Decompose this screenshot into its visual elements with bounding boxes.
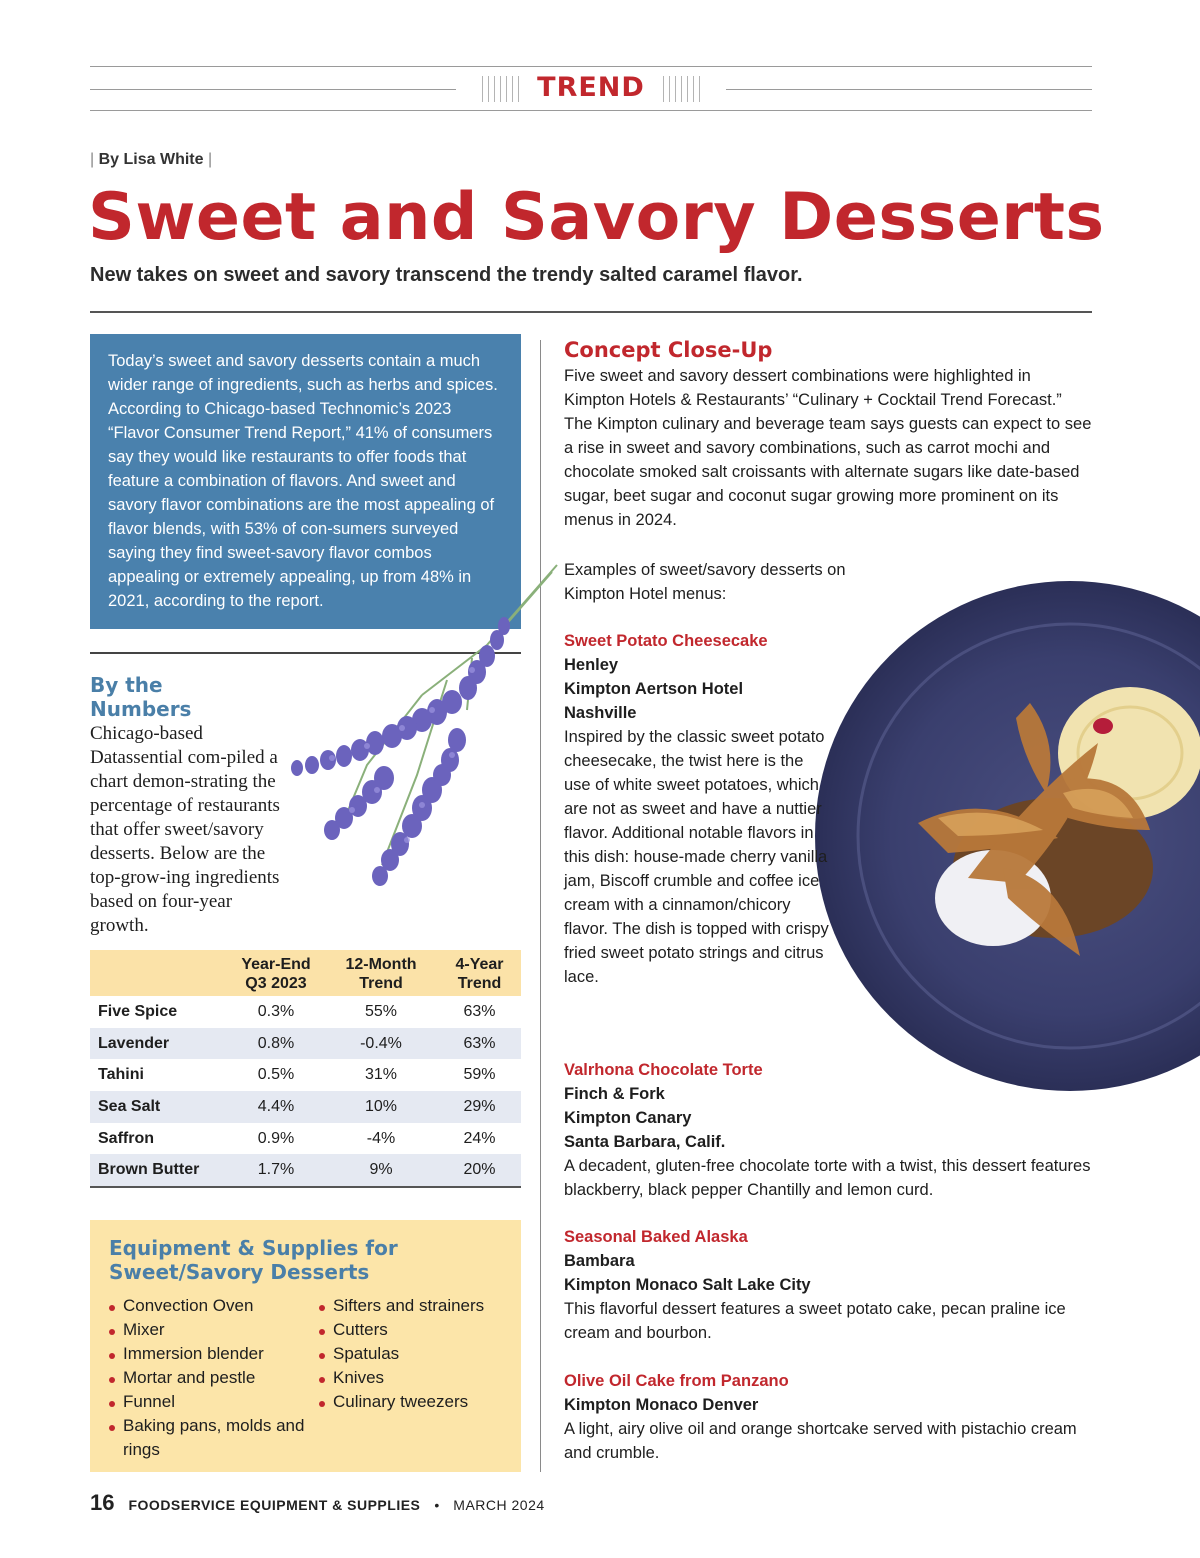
row-12month: 31% bbox=[364, 1066, 398, 1084]
dish-restaurant: Bambara bbox=[564, 1252, 635, 1270]
table-header-12month-line2: Trend bbox=[359, 975, 403, 992]
by-numbers-title: By the Numbers bbox=[90, 673, 192, 721]
dish-sweet-potato-cheesecake bbox=[564, 629, 834, 989]
lavender-image bbox=[272, 560, 562, 900]
row-ingredient: Lavender bbox=[98, 1034, 170, 1052]
dish-name: Sweet Potato Cheesecake bbox=[564, 632, 768, 650]
list-item: Knives bbox=[318, 1366, 518, 1390]
dish-hotel: Kimpton Canary bbox=[564, 1109, 692, 1127]
concept-title: Concept Close-Up bbox=[564, 338, 773, 362]
table-header-q3-line1: Year-End bbox=[241, 956, 311, 973]
dish-hotel: Kimpton Monaco Salt Lake City bbox=[564, 1276, 811, 1294]
byline-author: By Lisa White bbox=[98, 151, 204, 168]
publication-name: FOODSERVICE EQUIPMENT & SUPPLIES bbox=[128, 1497, 421, 1513]
table-header-blank bbox=[90, 950, 228, 996]
dish-hotel: Kimpton Monaco Denver bbox=[564, 1396, 759, 1414]
table-header-4year bbox=[438, 950, 521, 996]
examples-intro: Examples of sweet/savory desserts on Kimpton Hotel menus: bbox=[564, 561, 846, 603]
by-numbers-text: Chicago-based Datassential com-piled a chart demon-strating the percentage of restaurants that offer sweet/savory desserts. Below are the top-grow-ing ingredients based on four-year growth. bbox=[90, 723, 280, 936]
table-header bbox=[90, 950, 521, 996]
dish-olive-oil-cake bbox=[564, 1369, 1092, 1465]
dish-city: Santa Barbara, Calif. bbox=[564, 1133, 726, 1151]
header-mid-rule-right bbox=[726, 89, 1092, 90]
equipment-title: Equipment & Supplies for Sweet/Savory Desserts bbox=[109, 1236, 398, 1284]
column-divider bbox=[540, 340, 541, 1472]
row-ingredient: Brown Butter bbox=[98, 1161, 200, 1179]
header-mid-rule-left bbox=[90, 89, 456, 90]
footer-separator: • bbox=[434, 1497, 440, 1513]
row-q3: 4.4% bbox=[257, 1097, 295, 1115]
dish-description: Inspired by the classic sweet potato cheesecake, the twist here is the use of white sweet potatoes, which are not as sweet and have a nuttier flavor. Additional notable flavors in this dish: house-made cherry vanilla jam, Biscoff crumble and coffee ice cream with a cinnamon/chicory flavor. The dish is topped with crispy fried sweet potato strings and citrus lace. bbox=[564, 728, 829, 986]
table-header-4year-line2: Trend bbox=[457, 975, 502, 992]
article-dek: New takes on sweet and savory transcend the trendy salted caramel flavor. bbox=[90, 264, 803, 286]
dish-name: Valrhona Chocolate Torte bbox=[564, 1061, 763, 1079]
list-item: Funnel bbox=[108, 1390, 308, 1414]
byline: | By Lisa White | bbox=[90, 151, 213, 168]
header-bottom-rule bbox=[90, 110, 1092, 111]
table-header-q3-line2: Q3 2023 bbox=[245, 975, 307, 992]
equipment-list-left bbox=[108, 1294, 308, 1462]
dessert-plate-image bbox=[798, 568, 1200, 1108]
header-top-rule bbox=[90, 66, 1092, 67]
table-header-4year-line1: 4-Year bbox=[455, 956, 504, 973]
row-q3: 1.7% bbox=[257, 1161, 295, 1179]
row-ingredient: Five Spice bbox=[98, 1002, 178, 1020]
list-item: Mortar and pestle bbox=[108, 1366, 308, 1390]
row-12month: 55% bbox=[364, 1002, 398, 1020]
article-title: Sweet and Savory Desserts bbox=[88, 180, 1105, 255]
list-item: Sifters and strainers bbox=[318, 1294, 518, 1318]
row-q3: 0.3% bbox=[257, 1002, 295, 1020]
row-ingredient: Tahini bbox=[98, 1066, 144, 1084]
table-row bbox=[90, 1059, 521, 1091]
list-item: Convection Oven bbox=[108, 1294, 308, 1318]
dish-description: A decadent, gluten-free chocolate torte with a twist, this dessert features blackberry, black pepper Chantilly and lemon curd. bbox=[564, 1157, 1091, 1199]
dish-description: A light, airy olive oil and orange shortcake served with pistachio cream and crumble. bbox=[564, 1420, 1077, 1462]
table-header-q3 bbox=[228, 950, 324, 996]
row-12month: -0.4% bbox=[360, 1034, 402, 1052]
dish-restaurant: Finch & Fork bbox=[564, 1085, 665, 1103]
header-hatch-left bbox=[482, 76, 520, 102]
list-item: Mixer bbox=[108, 1318, 308, 1342]
table-row bbox=[90, 1123, 521, 1155]
dish-hotel: Kimpton Aertson Hotel bbox=[564, 680, 744, 698]
row-q3: 0.9% bbox=[257, 1129, 295, 1147]
page-number: 16 bbox=[90, 1490, 115, 1515]
list-item: Spatulas bbox=[318, 1342, 518, 1366]
table-bottom-rule bbox=[90, 1186, 521, 1188]
list-item: Baking pans, molds and rings bbox=[108, 1414, 308, 1462]
row-4year: 20% bbox=[463, 1161, 496, 1179]
row-12month: -4% bbox=[366, 1129, 396, 1147]
concept-body: Five sweet and savory dessert combinations were highlighted in Kimpton Hotels & Restaurants’ “Culinary + Cocktail Trend Forecast.” The Kimpton culinary and beverage team says guests can expect to see a rise in sweet and savory combinations, such as carrot mochi and chocolate smoked salt croissants with alternate sugars like date-based sugar, beet sugar and coconut sugar growing more prominent on its menus in 2024. bbox=[564, 367, 1092, 529]
dek-divider bbox=[90, 311, 1092, 313]
row-4year: 63% bbox=[463, 1002, 496, 1020]
table-row bbox=[90, 1028, 521, 1060]
row-ingredient: Saffron bbox=[98, 1129, 154, 1147]
intro-text: Today’s sweet and savory desserts contain a much wider range of ingredients, such as herbs and spices. According to Chicago-based Technomic’s 2023 “Flavor Consumer Trend Report,” 41% of consumers say they would like restaurants to offer foods that feature a combination of flavors. And sweet and savory flavor combinations are the most appealing of flavor blends, with 53% of con-sumers surveyed saying they find sweet-savory flavor combos appealing or extremely appealing, up from 48% in 2021, according to the report. bbox=[108, 352, 498, 610]
table-row bbox=[90, 1091, 521, 1123]
issue-date: MARCH 2024 bbox=[453, 1497, 545, 1513]
dish-valrhona-chocolate-torte bbox=[564, 1058, 1092, 1202]
row-12month: 10% bbox=[364, 1097, 398, 1115]
row-4year: 24% bbox=[463, 1129, 496, 1147]
page-footer bbox=[90, 1490, 545, 1516]
list-item: Culinary tweezers bbox=[318, 1390, 518, 1414]
equipment-list-right bbox=[318, 1294, 518, 1414]
dish-name: Seasonal Baked Alaska bbox=[564, 1228, 748, 1246]
row-q3: 0.5% bbox=[257, 1066, 295, 1084]
table-row bbox=[90, 996, 521, 1028]
dish-city: Nashville bbox=[564, 704, 637, 722]
dish-seasonal-baked-alaska bbox=[564, 1225, 1092, 1345]
row-4year: 59% bbox=[463, 1066, 496, 1084]
dish-restaurant: Henley bbox=[564, 656, 619, 674]
dish-description: This flavorful dessert features a sweet potato cake, pecan praline ice cream and bourbon. bbox=[564, 1300, 1066, 1342]
header-hatch-right bbox=[663, 76, 701, 102]
row-q3: 0.8% bbox=[257, 1034, 295, 1052]
section-label: TREND bbox=[537, 72, 645, 103]
list-item: Cutters bbox=[318, 1318, 518, 1342]
table-header-12month-line1: 12-Month bbox=[345, 956, 417, 973]
list-item: Immersion blender bbox=[108, 1342, 308, 1366]
table-row bbox=[90, 1154, 521, 1186]
row-4year: 29% bbox=[463, 1097, 496, 1115]
ingredient-trend-table bbox=[90, 950, 521, 1188]
row-ingredient: Sea Salt bbox=[98, 1097, 161, 1115]
table-header-12month bbox=[324, 950, 438, 996]
dish-name: Olive Oil Cake from Panzano bbox=[564, 1372, 789, 1390]
row-4year: 63% bbox=[463, 1034, 496, 1052]
equipment-box bbox=[90, 1220, 521, 1472]
row-12month: 9% bbox=[369, 1161, 393, 1179]
